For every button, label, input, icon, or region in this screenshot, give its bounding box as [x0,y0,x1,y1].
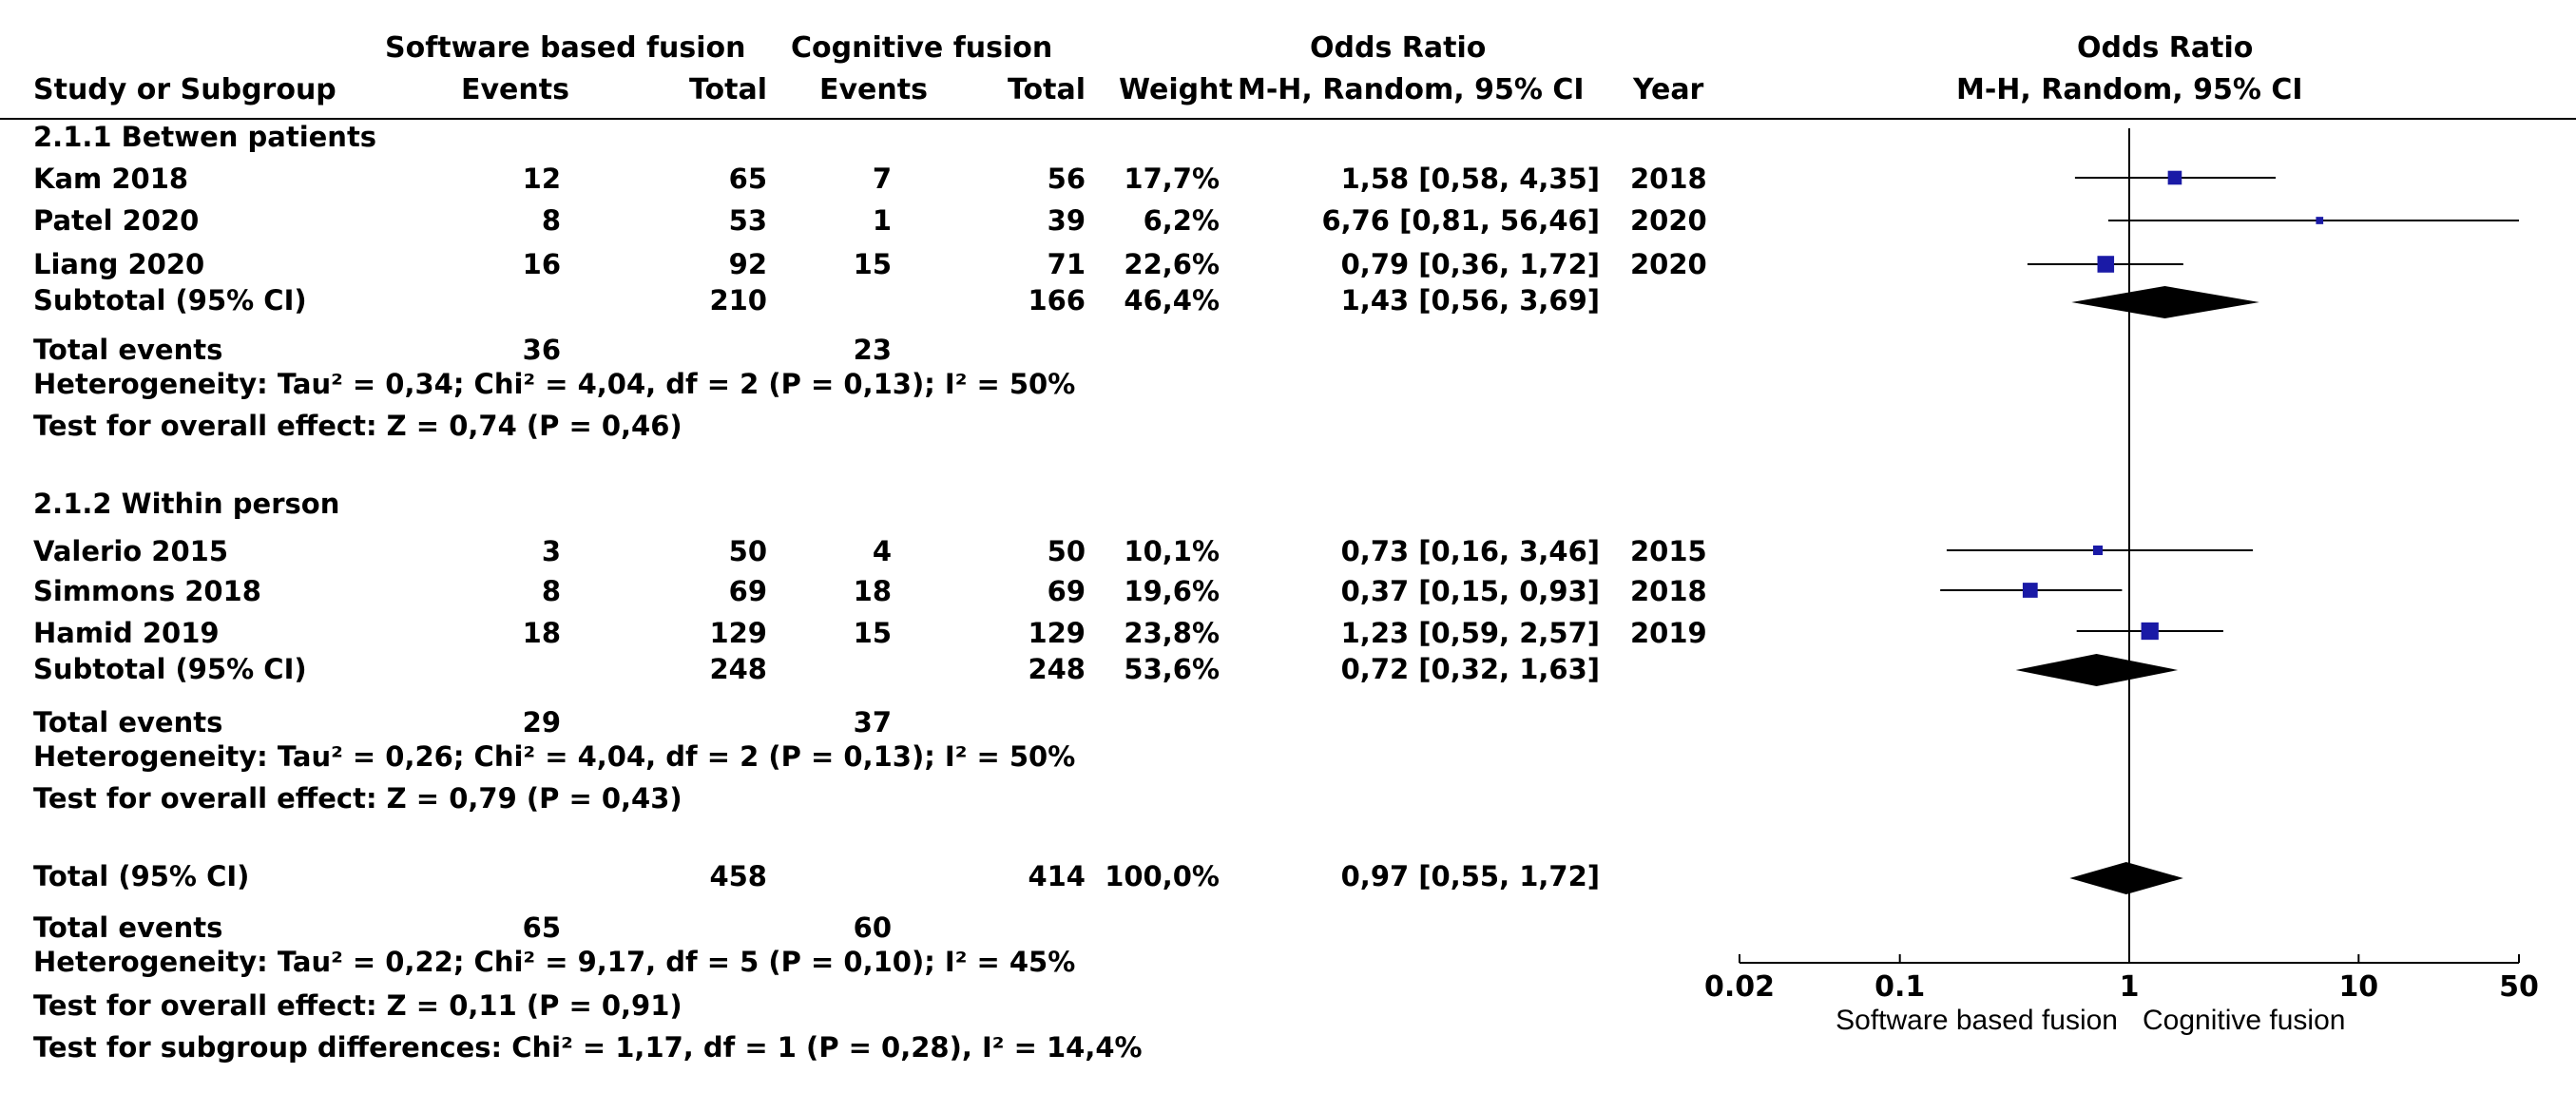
subtotal-total1: 248 [709,653,767,685]
study-marker [2093,546,2103,555]
total-events-label: Total events [33,911,223,944]
study-marker [2023,583,2038,598]
pooled-diamond [2016,654,2179,686]
study-total1: 129 [709,617,767,649]
total-ci: 0,97 [0,55, 1,72] [1340,860,1600,892]
events2-column-header: Events [819,73,928,106]
total1-column-header: Total [689,73,767,106]
study-column-header: Study or Subgroup [33,73,336,106]
axis-left-label: Software based fusion [1836,1005,2118,1036]
study-weight: 19,6% [1124,575,1220,607]
study-name: Liang 2020 [33,248,205,280]
x-tick-label: 10 [2338,970,2379,1004]
subtotal-label: Subtotal (95% CI) [33,653,307,685]
study-total1: 50 [728,535,767,567]
heterogeneity-text: Heterogeneity: Tau² = 0,26; Chi² = 4,04, df = 2 (P = 0,13); I² = 50% [33,740,1076,773]
total-label: Total (95% CI) [33,860,250,892]
year-column-header: Year [1633,73,1704,106]
axis-right-label: Cognitive fusion [2143,1005,2346,1036]
subtotal-total1: 210 [709,284,767,316]
study-events2: 15 [853,248,892,280]
overall-effect-text: Test for overall effect: Z = 0,11 (P = 0,91) [33,989,682,1022]
subtotal-total2: 166 [1028,284,1086,316]
heterogeneity-text: Heterogeneity: Tau² = 0,22; Chi² = 9,17, df = 5 (P = 0,10); I² = 45% [33,946,1076,978]
x-tick-label: 50 [2499,970,2539,1004]
study-events2: 15 [853,617,892,649]
total-events1: 36 [522,334,561,366]
study-name: Simmons 2018 [33,575,261,607]
study-weight: 10,1% [1124,535,1220,567]
study-events2: 7 [872,163,892,195]
study-ci: 1,58 [0,58, 4,35] [1340,163,1600,195]
study-weight: 6,2% [1143,204,1220,237]
study-year: 2015 [1630,535,1707,567]
total-events2: 23 [853,334,892,366]
study-name: Valerio 2015 [33,535,229,567]
total-total1: 458 [709,860,767,892]
study-total2: 50 [1047,535,1086,567]
study-ci: 1,23 [0,59, 2,57] [1340,617,1600,649]
study-year: 2020 [1630,248,1707,280]
total-weight: 100,0% [1105,860,1220,892]
study-weight: 23,8% [1124,617,1220,649]
total-events1: 65 [522,911,561,944]
x-tick-label: 0.02 [1703,970,1776,1004]
pooled-diamond [2069,862,2182,894]
subtotal-weight: 53,6% [1124,653,1220,685]
or-method-header: M-H, Random, 95% CI [1238,73,1585,106]
study-year: 2018 [1630,575,1707,607]
subtotal-weight: 46,4% [1124,284,1220,316]
study-marker [2142,623,2159,640]
study-events2: 1 [872,204,892,237]
subgroup-differences-text: Test for subgroup differences: Chi² = 1,17, df = 1 (P = 0,28), I² = 14,4% [33,1031,1143,1064]
subtotal-total2: 248 [1028,653,1086,685]
heterogeneity-text: Heterogeneity: Tau² = 0,34; Chi² = 4,04, df = 2 (P = 0,13); I² = 50% [33,368,1076,400]
study-total1: 53 [728,204,767,237]
overall-effect-text: Test for overall effect: Z = 0,74 (P = 0,46) [33,410,682,442]
overall-effect-text: Test for overall effect: Z = 0,79 (P = 0,43) [33,782,682,815]
study-total1: 69 [728,575,767,607]
study-events1: 16 [522,248,561,280]
total-events1: 29 [522,706,561,738]
study-total2: 56 [1047,163,1086,195]
study-marker [2168,171,2182,185]
study-ci: 6,76 [0,81, 56,46] [1321,204,1600,237]
total-events-label: Total events [33,334,223,366]
total2-column-header: Total [1008,73,1086,106]
study-total2: 39 [1047,204,1086,237]
study-events1: 8 [541,204,561,237]
study-year: 2018 [1630,163,1707,195]
study-events1: 18 [522,617,561,649]
study-events1: 8 [541,575,561,607]
subtotal-ci: 0,72 [0,32, 1,63] [1340,653,1600,685]
study-marker [2098,256,2115,273]
subgroup-title: 2.1.1 Betwen patients [33,121,377,153]
weight-column-header: Weight [1119,73,1233,106]
study-ci: 0,79 [0,36, 1,72] [1340,248,1600,280]
study-ci: 0,37 [0,15, 0,93] [1340,575,1600,607]
study-total1: 92 [728,248,767,280]
subgroup-title: 2.1.2 Within person [33,488,340,520]
total-events-label: Total events [33,706,223,738]
x-tick-label: 1 [2119,970,2140,1004]
study-events2: 4 [872,535,892,567]
study-total2: 71 [1047,248,1086,280]
study-total2: 129 [1028,617,1086,649]
x-tick-label: 0.1 [1874,970,1926,1004]
total-events2: 60 [853,911,892,944]
group2-header: Cognitive fusion [791,31,1053,65]
events1-column-header: Events [461,73,569,106]
plot-header: Odds Ratio [2077,31,2254,65]
total-total2: 414 [1028,860,1086,892]
study-events1: 3 [541,535,561,567]
plot-method-header: M-H, Random, 95% CI [1956,73,2303,106]
study-name: Kam 2018 [33,163,189,195]
subtotal-label: Subtotal (95% CI) [33,284,307,316]
study-total2: 69 [1047,575,1086,607]
group1-header: Software based fusion [385,31,746,65]
study-name: Patel 2020 [33,204,200,237]
study-year: 2019 [1630,617,1707,649]
study-events1: 12 [522,163,561,195]
study-events2: 18 [853,575,892,607]
study-ci: 0,73 [0,16, 3,46] [1340,535,1600,567]
study-year: 2020 [1630,204,1707,237]
study-weight: 22,6% [1124,248,1220,280]
total-events2: 37 [853,706,892,738]
pooled-diamond [2071,286,2259,318]
study-total1: 65 [728,163,767,195]
study-name: Hamid 2019 [33,617,220,649]
study-marker [2316,217,2323,224]
study-weight: 17,7% [1124,163,1220,195]
or-header: Odds Ratio [1310,31,1487,65]
subtotal-ci: 1,43 [0,56, 3,69] [1340,284,1600,316]
